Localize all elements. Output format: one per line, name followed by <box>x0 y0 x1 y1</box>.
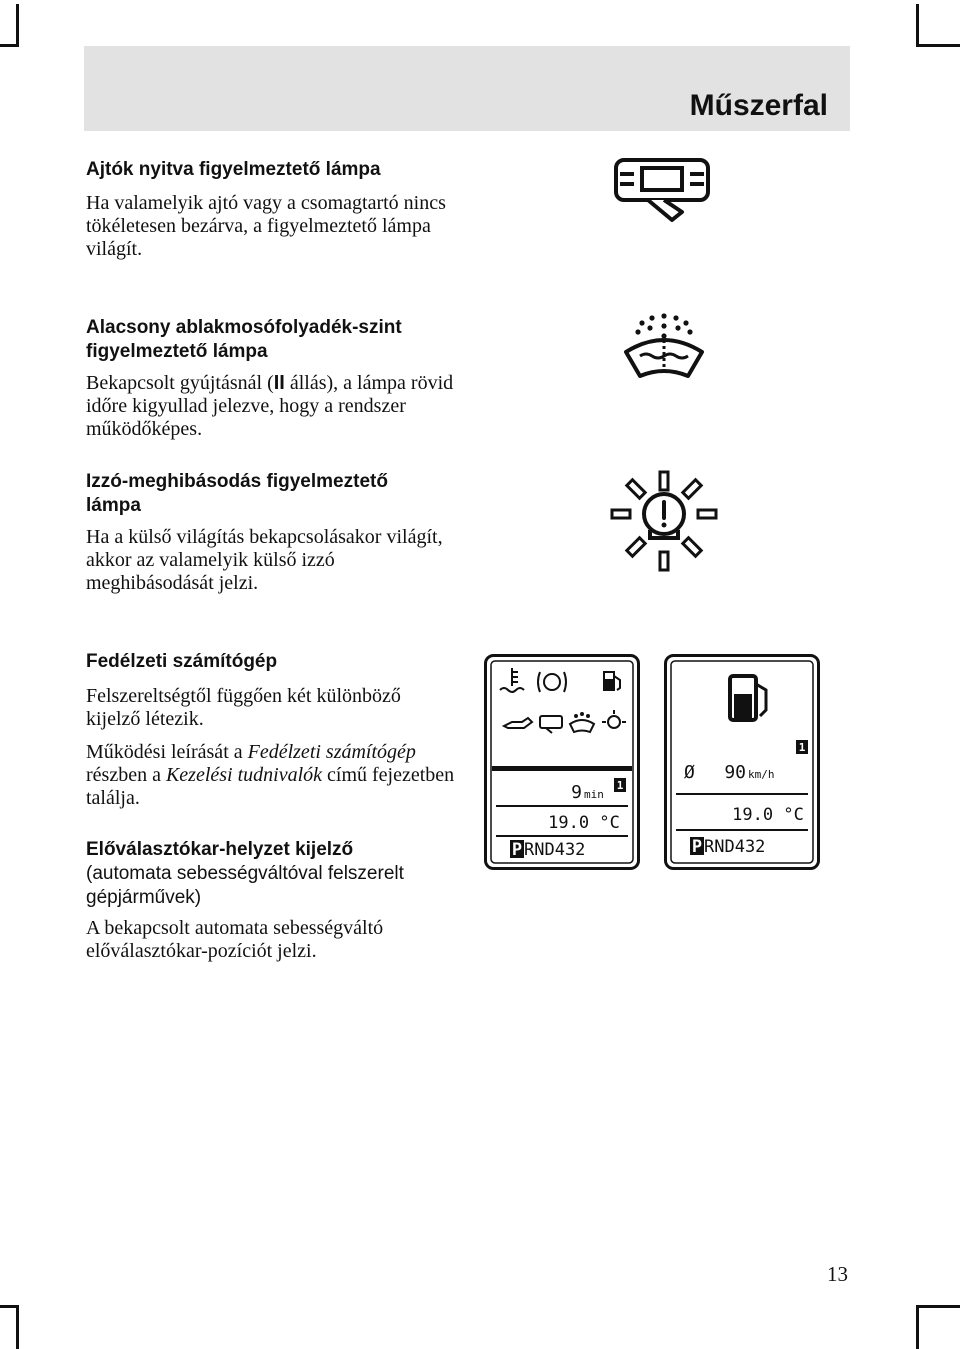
section-trip-computer-body1: Felszereltségtől függően két különböző kijelző létezik. <box>86 685 401 730</box>
crop-mark-top-left-v <box>16 4 19 46</box>
trip-body2-a: Működési leírását a <box>86 741 248 763</box>
trip-body2-c: című fejezetben találja. <box>86 764 455 809</box>
section-door-ajar-title: Ajtók nyitva figyelmeztető lámpa <box>86 159 381 180</box>
ignition-position-label: II <box>273 372 285 394</box>
trip-body2-ref2: Kezelési tudnivalók <box>165 764 323 786</box>
section-door-ajar-body: Ha valamelyik ajtó vagy a csomagtartó nincs tökéletesen bezárva, a figyelmeztető lámpa világít. <box>86 192 446 260</box>
bulb-failure-icon <box>610 470 718 574</box>
section-washer-title: Alacsony ablakmosófolyadék-szint figyelmeztető lámpa <box>86 317 402 362</box>
section-washer-body-end: állás), a lámpa rövid időre kigyullad jelezve, hogy a rendszer működőképes. <box>86 372 454 440</box>
section-trip-computer-body2 <box>86 741 461 810</box>
chapter-header <box>84 46 850 131</box>
right-gear-positions: RND432 <box>704 837 766 857</box>
trip-time-unit: min <box>584 788 604 801</box>
crop-mark-top-right-v <box>916 4 919 46</box>
door-open-warning-icon <box>612 156 714 226</box>
left-gear-selected: P <box>511 840 523 860</box>
section-washer-body-start: Bekapcsolt gyújtásnál ( <box>86 372 274 394</box>
right-gear-selected: P <box>691 837 703 857</box>
trip-body2-ref1: Fedélzeti számítógép <box>247 741 416 763</box>
section-washer-body <box>86 372 466 441</box>
section-bulb-title: Izzó-meghibásodás figyelmeztető lámpa <box>86 471 388 516</box>
chapter-title: Műszerfal <box>689 89 828 122</box>
crop-mark-bottom-right-v <box>916 1305 919 1349</box>
trip-computer-display-right <box>664 654 820 870</box>
right-temperature: 19.0 °C <box>732 805 804 825</box>
crop-mark-bottom-left-h <box>0 1305 19 1308</box>
section-gear-indicator-title <box>86 838 466 910</box>
section-gear-indicator-body: A bekapcsolt automata sebességváltó előválasztókar-pozíciót jelzi. <box>86 917 384 962</box>
crop-mark-bottom-left-v <box>16 1305 19 1349</box>
left-temperature: 19.0 °C <box>548 813 620 833</box>
section-trip-computer-title: Fedélzeti számítógép <box>86 651 278 672</box>
crop-mark-top-right-h <box>916 44 960 47</box>
page-number: 13 <box>827 1262 848 1286</box>
gear-indicator-title-text: Előválasztókar-helyzet kijelző <box>86 839 354 860</box>
avg-speed-unit: km/h <box>748 768 775 781</box>
trip-body2-b: részben a <box>86 764 166 786</box>
gear-indicator-subtitle: (automata sebességváltóval felszerelt gépjárművek) <box>86 863 404 908</box>
left-gear-positions: RND432 <box>524 840 586 860</box>
left-display-badge: 1 <box>616 779 624 792</box>
right-display-badge: 1 <box>798 741 806 754</box>
crop-mark-bottom-right-h <box>916 1305 960 1308</box>
trip-time-value: 9 <box>571 782 582 803</box>
washer-fluid-icon <box>622 310 706 382</box>
section-bulb-body: Ha a külső világítás bekapcsolásakor világít, akkor az valamelyik külső izzó meghibásodását jelzi. <box>86 526 443 594</box>
crop-mark-top-left-h <box>0 44 19 47</box>
avg-speed-symbol: Ø <box>684 762 695 783</box>
avg-speed-value: 90 <box>724 762 746 783</box>
trip-computer-display-left <box>484 654 640 870</box>
